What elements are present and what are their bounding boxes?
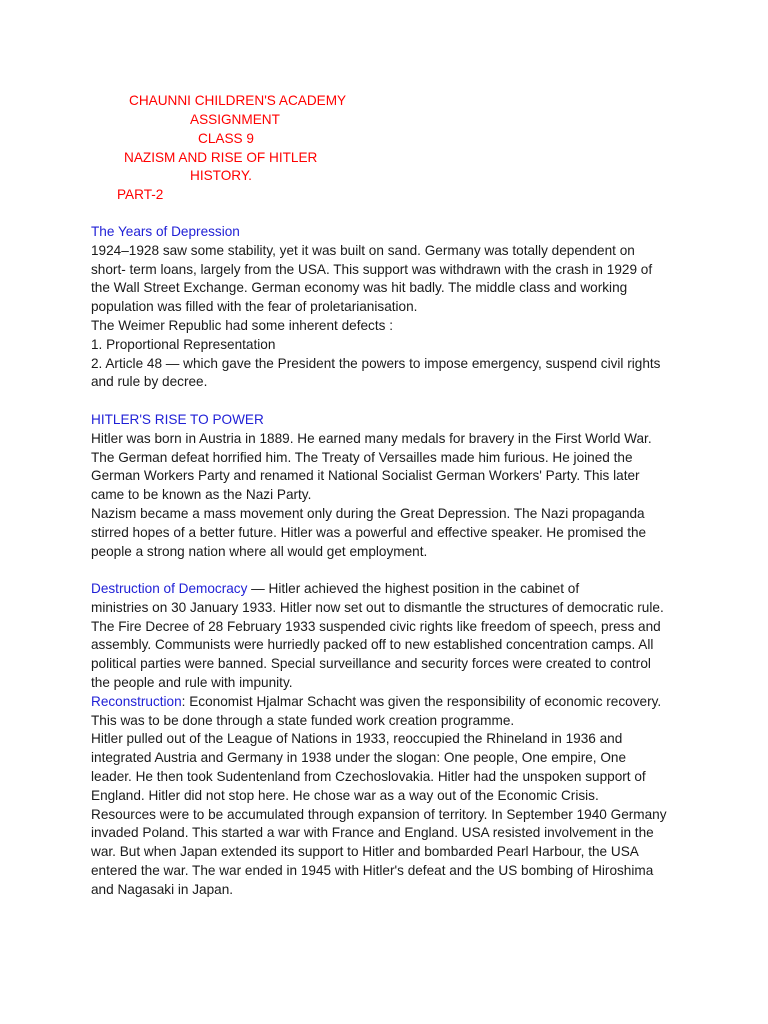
section-heading: Destruction of Democracy xyxy=(91,581,248,596)
text-line xyxy=(91,580,681,599)
topic-title: NAZISM AND RISE OF HITLER xyxy=(124,150,318,165)
text-line: stirred hopes of a better future. Hitler was a powerful and effective speaker. He promised the xyxy=(91,524,647,540)
text-line: German Workers Party and renamed it National Socialist German Workers' Party. This later xyxy=(91,468,640,484)
text-line xyxy=(91,693,681,712)
part-label: PART-2 xyxy=(117,187,164,202)
text-line: leader. He then took Sudentenland from Czechoslovakia. Hitler had the unspoken support of xyxy=(91,768,646,784)
assignment-label: ASSIGNMENT xyxy=(190,112,280,127)
section-depression xyxy=(91,223,681,392)
text-line: This was to be done through a state funded work creation programme. xyxy=(91,712,515,728)
text-line: assembly. Communists were hurriedly packed off to new established concentration camps. All xyxy=(91,637,654,653)
text-line: ministries on 30 January 1933. Hitler now set out to dismantle the structures of democratic rule. xyxy=(91,599,664,615)
class-label: CLASS 9 xyxy=(198,131,254,146)
text-line: Resources were to be accumulated through expansion of territory. In September 1940 Germany xyxy=(91,806,667,822)
section-democracy xyxy=(91,580,681,900)
text-run: : Economist Hjalmar Schacht was given the responsibility of economic recovery. xyxy=(181,693,662,709)
text-line: Hitler was born in Austria in 1889. He earned many medals for bravery in the First World War. xyxy=(91,430,652,446)
text-line: population was filled with the fear of proletarianisation. xyxy=(91,299,418,315)
text-line: and rule by decree. xyxy=(91,374,208,390)
subject-label: HISTORY. xyxy=(190,168,252,183)
section-heading: Reconstruction xyxy=(91,693,182,709)
text-line: integrated Austria and Germany in 1938 under the slogan: One people, One empire, One xyxy=(91,750,627,766)
text-line: the Wall Street Exchange. German economy was hit badly. The middle class and working xyxy=(91,280,628,296)
text-line: the people and rule with impunity. xyxy=(91,674,293,690)
text-line: The German defeat horrified him. The Treaty of Versailles made him furious. He joined the xyxy=(91,449,633,465)
section-rise xyxy=(91,411,681,561)
text-line: war. But when Japan extended its support to Hitler and bombarded Pearl Harbour, the USA xyxy=(91,844,639,860)
text-line: political parties were banned. Special surveillance and security forces were created to control xyxy=(91,656,651,672)
text-line: entered the war. The war ended in 1945 with Hitler's defeat and the US bombing of Hiroshima xyxy=(91,862,654,878)
text-line: 1924–1928 saw some stability, yet it was built on sand. Germany was totally dependent on xyxy=(91,242,635,258)
text-line: invaded Poland. This started a war with France and England. USA resisted involvement in the xyxy=(91,825,654,841)
text-line: 1. Proportional Representation xyxy=(91,336,276,352)
text-line: Nazism became a mass movement only during the Great Depression. The Nazi propaganda xyxy=(91,505,645,521)
text-line: The Fire Decree of 28 February 1933 suspended civic rights like freedom of speech, press and xyxy=(91,618,661,634)
section-heading: The Years of Depression xyxy=(91,224,240,239)
text-line: people a strong nation where all would get employment. xyxy=(91,543,428,559)
text-line: The Weimer Republic had some inherent defects : xyxy=(91,317,393,333)
text-line: and Nagasaki in Japan. xyxy=(91,881,234,897)
section-heading: HITLER'S RISE TO POWER xyxy=(91,412,264,427)
text-line: Hitler pulled out of the League of Nations in 1933, reoccupied the Rhineland in 1936 and xyxy=(91,731,623,747)
text-line: 2. Article 48 — which gave the President the powers to impose emergency, suspend civil rights xyxy=(91,355,661,371)
text-line: short- term loans, largely from the USA. This support was withdrawn with the crash in 1929 of xyxy=(91,261,653,277)
text-line: England. Hitler did not stop here. He chose war as a way out of the Economic Crisis. xyxy=(91,787,599,803)
school-name: CHAUNNI CHILDREN'S ACADEMY xyxy=(129,93,347,108)
text-line: came to be known as the Nazi Party. xyxy=(91,487,312,503)
text-run: — Hitler achieved the highest position in the cabinet of xyxy=(247,581,580,596)
